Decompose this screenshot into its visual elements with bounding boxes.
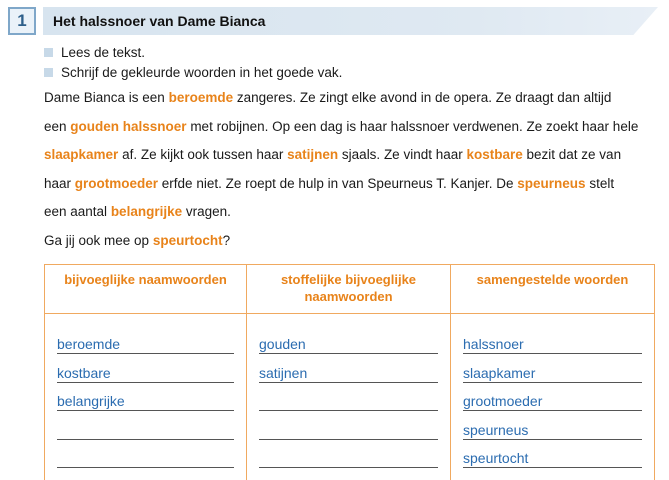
highlighted-word: speurtocht — [152, 232, 223, 248]
answer-line[interactable]: speurneus — [463, 411, 642, 439]
story-text — [44, 88, 659, 259]
highlighted-word: slaapkamer — [44, 147, 119, 162]
answer-line[interactable] — [57, 411, 234, 439]
answer-line[interactable]: beroemde — [57, 326, 234, 354]
answer-line[interactable]: halssnoer — [463, 326, 642, 354]
column-material-adjectives — [247, 314, 451, 480]
column-header-adjectives: bijvoeglijke naamwoorden — [45, 265, 247, 314]
instructions-list — [44, 42, 342, 82]
story-text-segment: Ga jij ook mee op — [44, 232, 153, 248]
story-line — [44, 88, 659, 117]
highlighted-word: speurneus — [517, 175, 586, 191]
answer-line[interactable]: gouden — [259, 326, 438, 354]
story-text-segment: sjaals. Ze vindt haar — [338, 147, 467, 162]
story-line — [44, 202, 659, 231]
answer-line[interactable] — [259, 440, 438, 468]
story-text-segment: een — [44, 118, 71, 134]
story-line — [44, 145, 659, 174]
story-text-segment: Dame Bianca is een — [44, 90, 169, 105]
story-text-segment: erfde niet. Ze roept de hulp in van Speurneus T. Kanjer. De — [158, 175, 518, 191]
highlighted-word: kostbare — [466, 147, 523, 162]
column-header-compound-words: samengestelde woorden — [451, 265, 655, 314]
story-line — [44, 174, 659, 203]
answer-line[interactable]: speurtocht — [463, 440, 642, 468]
word-sort-table — [44, 264, 655, 480]
highlighted-word: belangrijke — [110, 204, 183, 219]
highlighted-word: gouden halssnoer — [70, 118, 187, 134]
story-text-segment: zangeres. Ze zingt elke avond in de opera. Ze draagt dan altijd — [233, 90, 612, 105]
answer-line[interactable] — [57, 440, 234, 468]
exercise-header — [8, 7, 658, 37]
exercise-number: 1 — [8, 7, 36, 35]
highlighted-word: satijnen — [287, 147, 339, 162]
table-body-row — [45, 314, 655, 480]
story-line — [44, 117, 659, 146]
answer-line[interactable]: grootmoeder — [463, 383, 642, 411]
story-text-segment: met robijnen. Op een dag is haar halssnoer verdwenen. Ze zoekt haar hele — [186, 118, 639, 134]
instruction-item — [44, 62, 342, 82]
answer-line[interactable]: belangrijke — [57, 383, 234, 411]
column-header-material-adjectives: stoffelijke bijvoeglijke naamwoorden — [247, 265, 451, 314]
square-bullet-icon — [44, 48, 53, 57]
column-compound-words — [451, 314, 655, 480]
column-adjectives — [45, 314, 247, 480]
answer-line[interactable]: slaapkamer — [463, 354, 642, 382]
answer-line[interactable]: kostbare — [57, 354, 234, 382]
story-text-segment: af. Ze kijkt ook tussen haar — [118, 147, 288, 162]
story-text-segment: stelt — [585, 175, 615, 191]
story-text-segment: vragen. — [182, 204, 231, 219]
highlighted-word: beroemde — [168, 90, 234, 105]
story-text-segment: ? — [222, 232, 231, 248]
story-text-segment: bezit dat ze van — [522, 147, 622, 162]
answer-line[interactable] — [259, 383, 438, 411]
story-line — [44, 231, 659, 260]
story-text-segment: haar — [44, 175, 75, 191]
square-bullet-icon — [44, 68, 53, 77]
table-header-row — [45, 265, 655, 314]
answer-line[interactable]: satijnen — [259, 354, 438, 382]
highlighted-word: grootmoeder — [74, 175, 159, 191]
instruction-text: Schrijf de gekleurde woorden in het goede vak. — [61, 64, 343, 80]
instruction-item — [44, 42, 342, 62]
exercise-title: Het halssnoer van Dame Bianca — [53, 13, 266, 29]
answer-line[interactable] — [259, 411, 438, 439]
story-text-segment: een aantal — [44, 204, 111, 219]
instruction-text: Lees de tekst. — [61, 44, 146, 60]
